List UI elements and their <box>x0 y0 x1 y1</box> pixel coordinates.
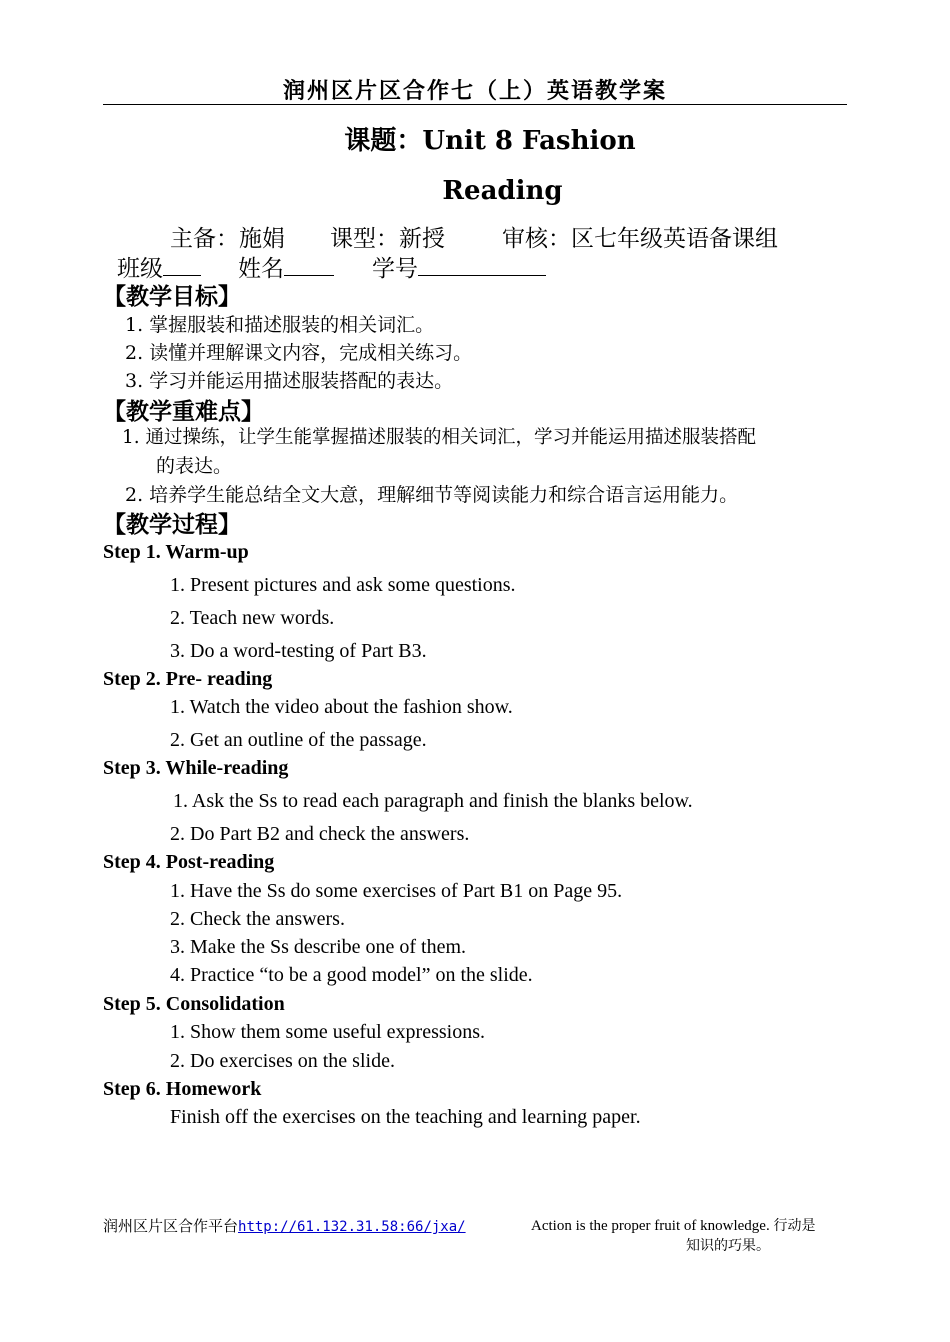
author-label: 主备：施娟 <box>170 226 285 252</box>
header-title: 润州区片区合作七（上）英语教学案 <box>282 79 667 104</box>
footer-platform-label: 润州区片区合作平台 <box>103 1217 239 1235</box>
name-blank[interactable] <box>284 255 334 276</box>
lesson-title: 课题：Unit 8 Fashion <box>344 126 636 156</box>
step-item: 3. Do a word-testing of Part B3. <box>170 640 427 662</box>
step-item: 1. Watch the video about the fashion show. <box>170 696 513 718</box>
key-point-item-cont: 的表达。 <box>156 455 233 477</box>
key-point-item: 1. 通过操练，让学生能掌握描述服装的相关词汇，学习并能运用描述服装搭配 <box>122 427 757 448</box>
footer-left <box>103 1215 466 1236</box>
footer-link[interactable]: http://61.132.31.58:66/jxa/ <box>238 1219 466 1235</box>
objective-item: 3. 学习并能运用描述服装搭配的表达。 <box>125 370 454 392</box>
id-label: 学号 <box>372 256 418 282</box>
process-heading: 【教学过程】 <box>103 512 241 538</box>
step-item: 4. Practice “to be a good model” on the slide. <box>170 964 533 986</box>
footer-quote-cn1: 行动是 <box>773 1218 816 1234</box>
header-rule <box>103 104 847 105</box>
class-label: 班级 <box>117 256 163 282</box>
step-item: 1. Show them some useful expressions. <box>170 1021 485 1043</box>
step-item: 2. Do Part B2 and check the answers. <box>170 823 470 845</box>
footer-quote-cn2: 知识的巧果。 <box>686 1238 770 1254</box>
step-item: 1. Ask the Ss to read each paragraph and finish the blanks below. <box>173 790 693 812</box>
step-title: Step 6. Homework <box>103 1078 262 1100</box>
objectives-heading: 【教学目标】 <box>103 284 241 310</box>
key-points-heading: 【教学重难点】 <box>103 399 264 425</box>
name-field[interactable] <box>238 250 334 283</box>
step-title: Step 1. Warm-up <box>103 541 249 563</box>
id-field[interactable] <box>372 250 546 283</box>
step-title: Step 3. While-reading <box>103 757 289 779</box>
name-label: 姓名 <box>238 256 284 282</box>
step-item: 2. Check the answers. <box>170 908 345 930</box>
step-title: Step 5. Consolidation <box>103 993 285 1015</box>
step-item: 3. Make the Ss describe one of them. <box>170 936 467 958</box>
class-blank[interactable] <box>163 255 201 276</box>
lesson-subtitle: Reading <box>442 176 563 206</box>
key-point-item: 2. 培养学生能总结全文大意，理解细节等阅读能力和综合语言运用能力。 <box>125 484 739 506</box>
id-blank[interactable] <box>418 255 546 276</box>
objective-item: 2. 读懂并理解课文内容，完成相关练习。 <box>125 342 473 364</box>
step-item: 1. Have the Ss do some exercises of Part B1 on Page 95. <box>170 880 623 902</box>
reviewer-label: 审核：区七年级英语备课组 <box>502 226 778 252</box>
step-title: Step 2. Pre- reading <box>103 668 273 690</box>
step-item: Finish off the exercises on the teaching and learning paper. <box>170 1106 641 1128</box>
type-label: 课型：新授 <box>330 226 445 252</box>
objective-item: 1. 掌握服装和描述服装的相关词汇。 <box>125 314 435 336</box>
step-item: 2. Teach new words. <box>170 607 335 629</box>
step-title: Step 4. Post-reading <box>103 851 275 873</box>
step-item: 2. Get an outline of the passage. <box>170 729 427 751</box>
step-item: 2. Do exercises on the slide. <box>170 1050 395 1072</box>
step-item: 1. Present pictures and ask some questions. <box>170 574 516 596</box>
footer-quote <box>531 1215 815 1235</box>
footer-quote-en: Action is the proper fruit of knowledge. <box>531 1218 770 1234</box>
